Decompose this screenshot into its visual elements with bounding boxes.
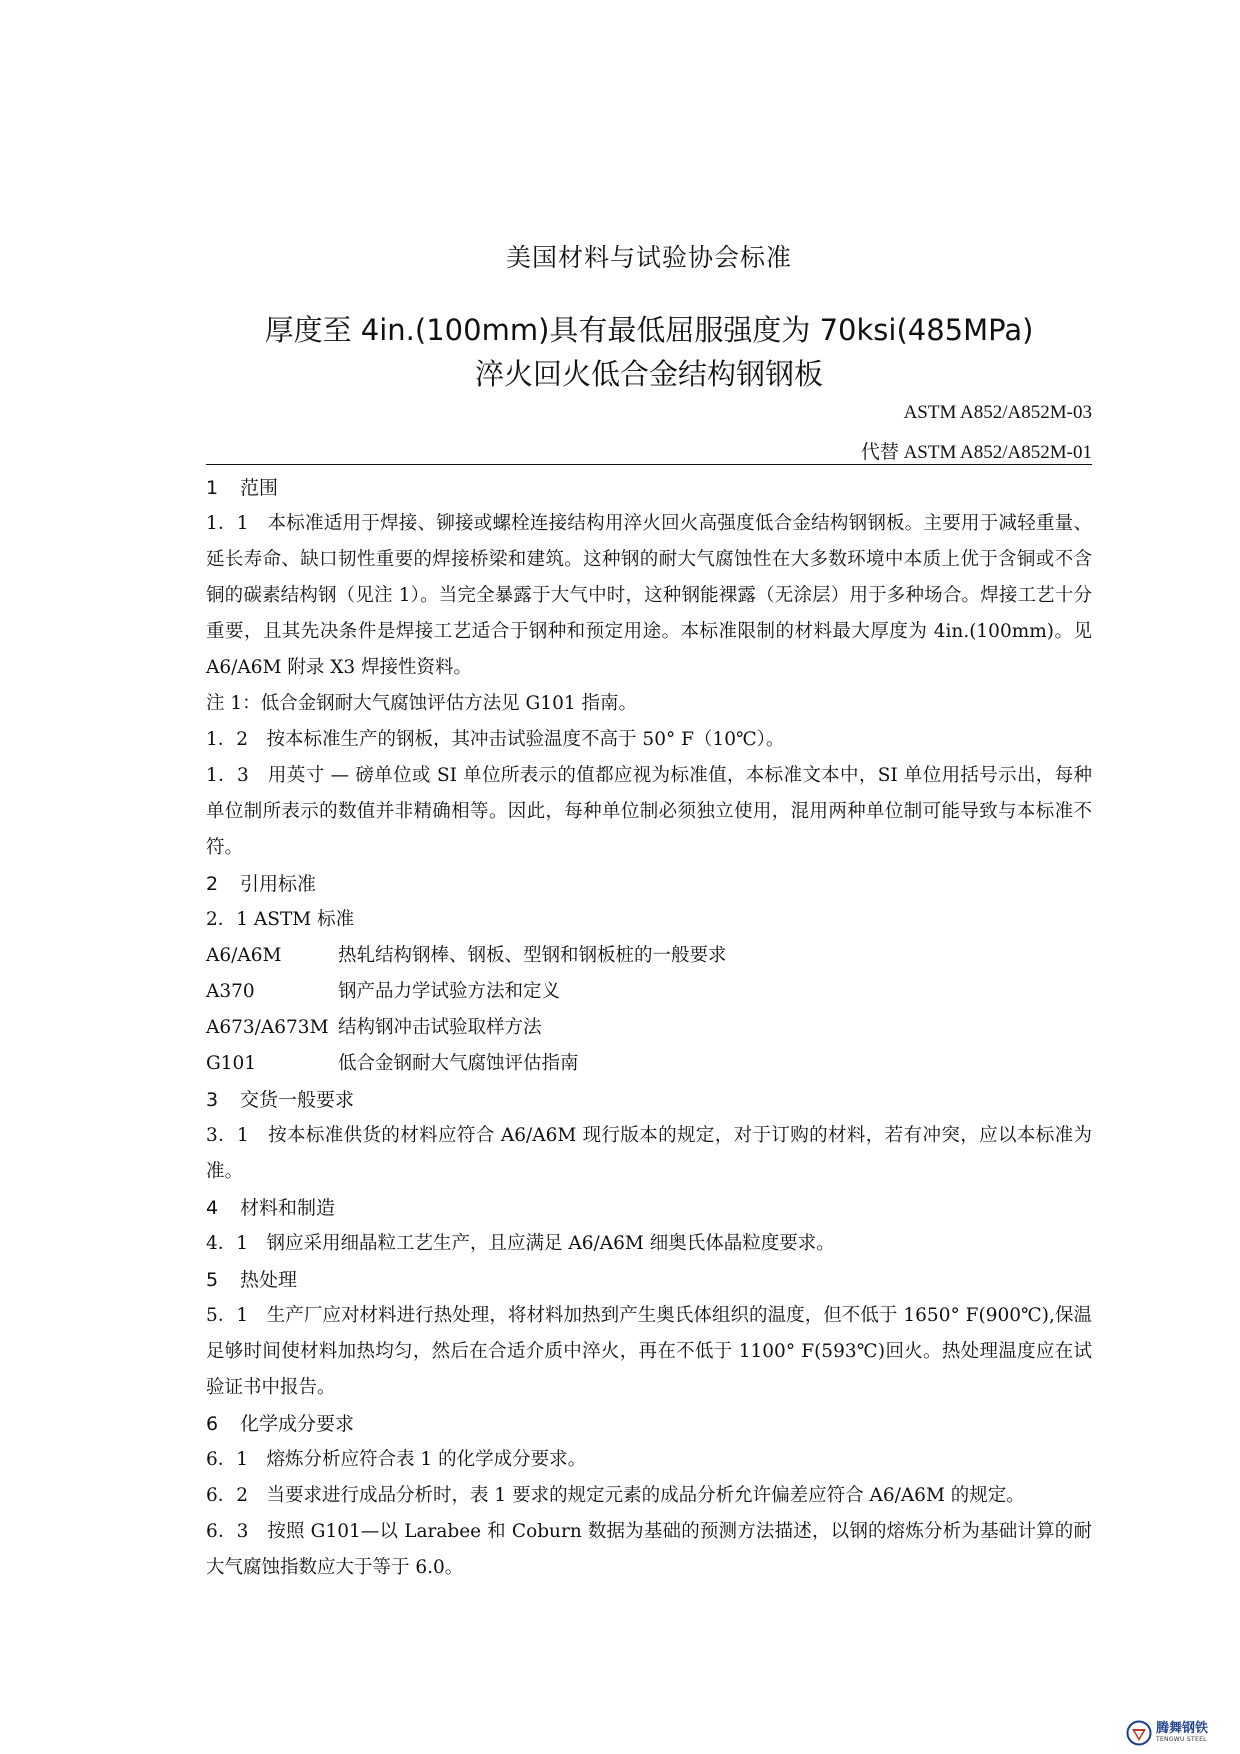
section-heading-3: 3 交货一般要求 (206, 1089, 355, 1111)
reference-description: 低合金钢耐大气腐蚀评估指南 (338, 1053, 579, 1074)
logo-english-name: TENGWU STEEL (1156, 1736, 1207, 1743)
reference-code: A370 (206, 981, 255, 1002)
document-title-line-2: 淬火回火低合金结构钢钢板 (474, 357, 823, 391)
paragraph-4-1: 4．1 钢应采用细晶粒工艺生产，且应满足 A6/A6M 细奥氏体晶粒度要求。 (206, 1233, 835, 1254)
section-heading-2: 2 引用标准 (206, 873, 317, 895)
reference-code: A6/A6M (206, 945, 282, 966)
section-heading-1: 1 范围 (206, 477, 279, 499)
section-heading-5: 5 热处理 (206, 1269, 298, 1291)
document-title-line-1: 厚度至 4in.(100mm)具有最低屈服强度为 70ksi(485MPa) (264, 313, 1034, 347)
document-body (206, 470, 1092, 1586)
reference-description: 结构钢冲击试验取样方法 (338, 1017, 542, 1038)
reference-row (206, 1010, 1092, 1046)
reference-code: A673/A673M (206, 1017, 329, 1038)
paragraph-6-1: 6．1 熔炼分析应符合表 1 的化学成分要求。 (206, 1449, 587, 1470)
company-logo (1126, 1718, 1236, 1748)
paragraph-6-3: 6．3 按照 G101—以 Larabee 和 Coburn 数据为基础的预测方法描述，以钢的熔炼分析为基础计算的耐大气腐蚀指数应大于等于 6.0。 (206, 1521, 1092, 1578)
section-heading-6: 6 化学成分要求 (206, 1413, 355, 1435)
paragraph-1-2: 1．2 按本标准生产的钢板，其冲击试验温度不高于 50° F（10℃）。 (206, 729, 785, 750)
replaced-standard-code: 代替 ASTM A852/A852M-01 (860, 442, 1092, 463)
reference-row (206, 938, 1092, 974)
section-heading-4: 4 材料和制造 (206, 1197, 336, 1219)
paragraph-6-2: 6．2 当要求进行成品分析时，表 1 要求的规定元素的成品分析允许偏差应符合 A6/A6M 的规定。 (206, 1485, 1025, 1506)
standard-code: ASTM A852/A852M-03 (903, 402, 1092, 423)
reference-row (206, 1046, 1092, 1082)
logo-chinese-name: 腾舞钢铁 (1156, 1721, 1209, 1736)
reference-row (206, 974, 1092, 1010)
reference-description: 钢产品力学试验方法和定义 (338, 981, 561, 1002)
organization-heading: 美国材料与试验协会标准 (505, 243, 792, 272)
reference-description: 热轧结构钢棒、钢板、型钢和钢板桩的一般要求 (338, 945, 727, 966)
reference-code: G101 (206, 1053, 257, 1074)
company-logo-icon (1126, 1720, 1152, 1746)
paragraph-3-1: 3．1 按本标准供货的材料应符合 A6/A6M 现行版本的规定，对于订购的材料，若有冲突，应以本标准为准。 (206, 1125, 1092, 1182)
paragraph-1-1: 1．1 本标准适用于焊接、铆接或螺栓连接结构用淬火回火高强度低合金结构钢钢板。主要用于减轻重量、延长寿命、缺口韧性重要的焊接桥梁和建筑。这种钢的耐大气腐蚀性在大多数环境中本质上优于含铜或不含铜的碳素结构钢（见注 1）。当完全暴露于大气中时，这种钢能裸露（无涂层）用于多种场合。焊接工艺十分重要，且其先决条件是焊接工艺适合于钢种和预定用途。本标准限制的材料最大厚度为 4in.(100mm)。见 A6/A6M 附录 X3 焊接性资料。 (206, 513, 1092, 678)
paragraph-5-1: 5．1 生产厂应对材料进行热处理，将材料加热到产生奥氏体组织的温度，但不低于 1650° F(900℃),保温足够时间使材料加热均匀，然后在合适介质中淬火，再在不低于 1100° F(593℃)回火。热处理温度应在试验证书中报告。 (206, 1305, 1092, 1398)
paragraph-2-1: 2．1 ASTM 标准 (206, 909, 355, 930)
note-1: 注 1：低合金钢耐大气腐蚀评估方法见 G101 指南。 (206, 693, 638, 714)
header-divider (206, 464, 1092, 465)
paragraph-1-3: 1．3 用英寸 — 磅单位或 SI 单位所表示的值都应视为标准值，本标准文本中，SI 单位用括号示出，每种单位制所表示的数值并非精确相等。因此，每种单位制必须独立使用，混用两种单位制可能导致与本标准不符。 (206, 765, 1092, 858)
